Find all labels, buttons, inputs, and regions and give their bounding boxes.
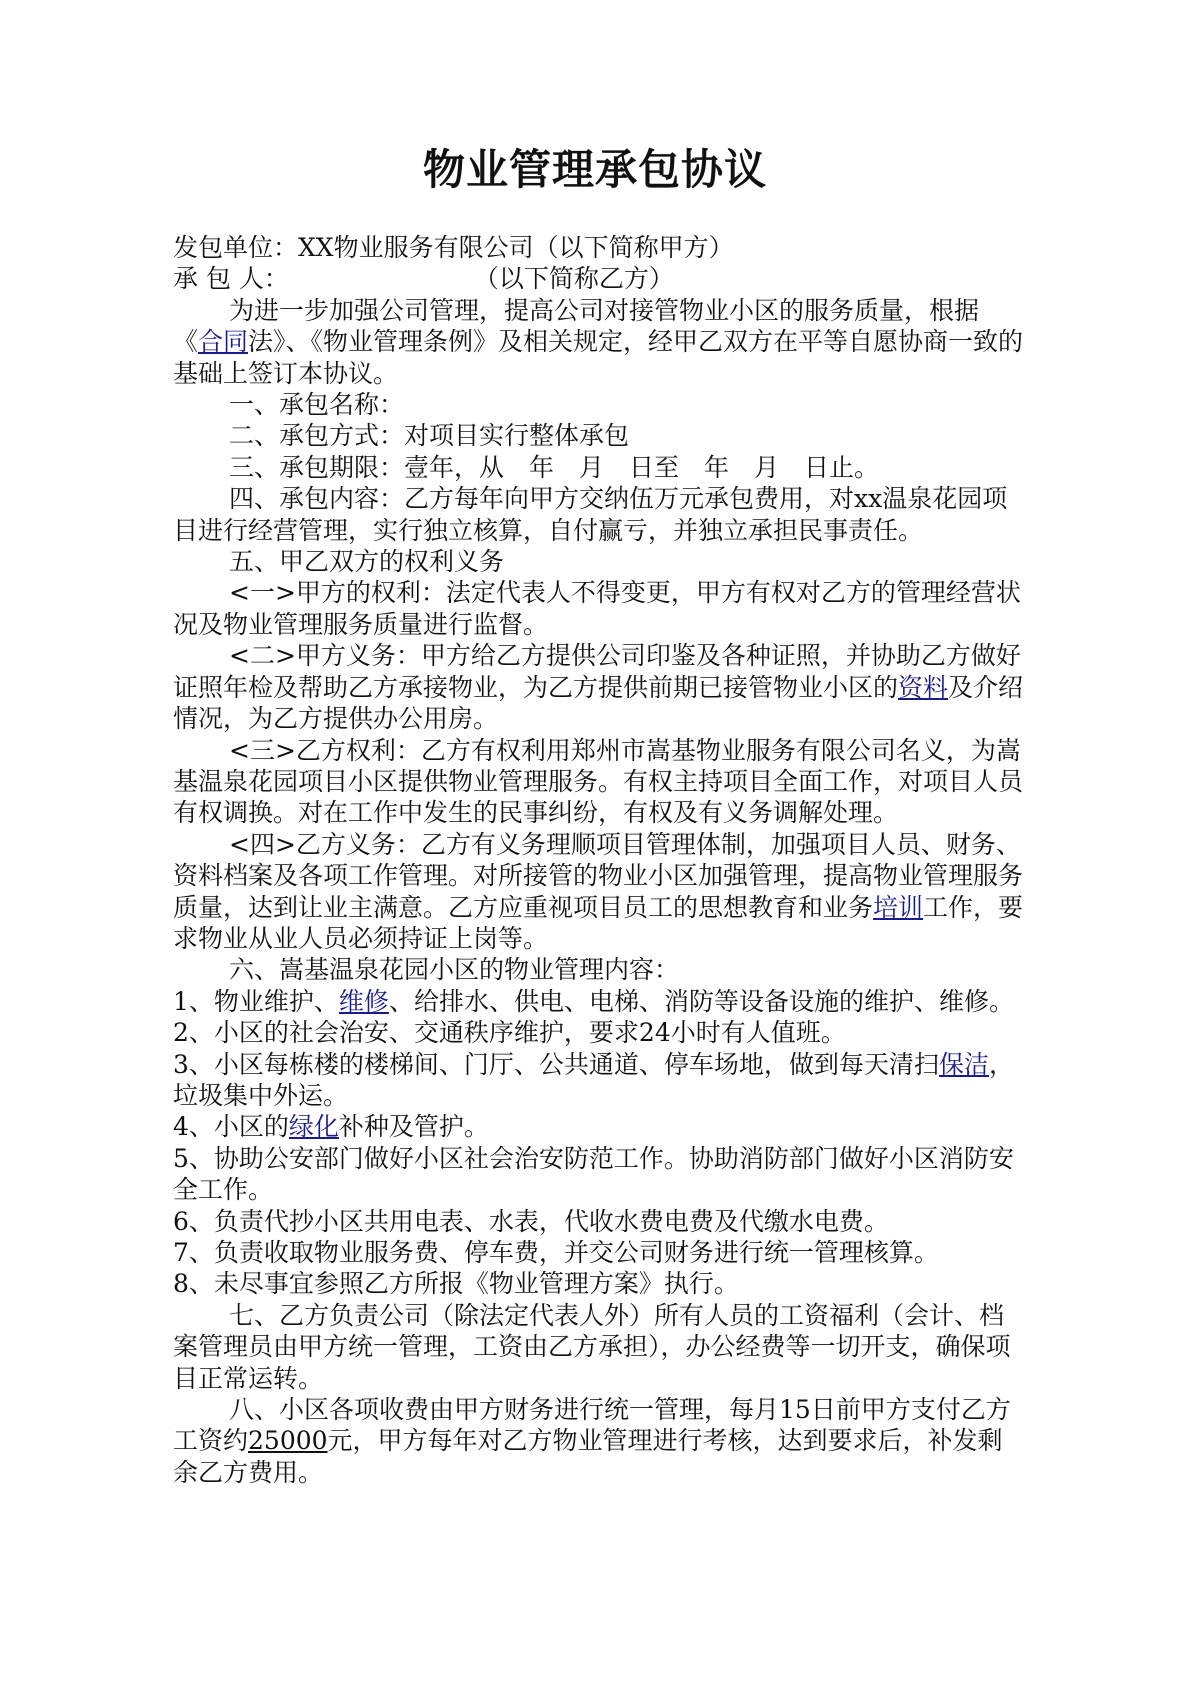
clause-1: 一、承包名称： [229, 390, 405, 420]
content-4-text-a: 4、小区的 [173, 1112, 289, 1142]
content-item-7: 7、负责收取物业服务费、停车费，并交公司财务进行统一管理核算。 [173, 1238, 939, 1267]
duty-b-text-1: <四>乙方义务：乙方有义务理顺项目管理体制，加强项目人员、财务、资料档案及各项工作管理。对所接管的物业小区加强管理，提高物业管理服务质量，达到让业主满意。乙方应重视项目员工的思想教育和业务 [173, 829, 1024, 922]
content-item-2: 2、小区的社会治安、交通秩序维护，要求24小时有人值班。 [173, 1018, 846, 1048]
cleaning-link[interactable]: 保洁 [938, 1049, 989, 1079]
party-b-label: 承 包 人： [173, 264, 289, 294]
duty-a-text-1: <二>甲方义务：甲方给乙方提供公司印鉴及各种证照，并协助乙方做好证照年检及帮助乙方承接物业，为乙方提供前期已接管物业小区的 [173, 641, 1021, 702]
repair-link[interactable]: 维修 [338, 986, 389, 1016]
content-1-text-b: 、给排水、供电、电梯、消防等设备设施的维护、维修。 [388, 986, 1014, 1016]
clause-8 [173, 1394, 1025, 1488]
duty-a-text-2: 及介绍情况，为乙方提供办公用房。 [173, 672, 1024, 734]
party-b-line [173, 263, 1025, 294]
party-b-note: （以下简称乙方） [473, 264, 674, 294]
clause-5: 五、甲乙双方的权利义务 [229, 547, 505, 577]
content-item-5: 5、协助公安部门做好小区社会治安防范工作。协助消防部门做好小区消防安全工作。 [173, 1143, 1014, 1205]
clause-8-text-a: 八、小区各项收费由甲方财务进行统一管理，每月15日前甲方支付乙方工资约 [173, 1395, 1011, 1456]
content-1-text-a: 1、物业维护、 [173, 986, 339, 1016]
contract-link[interactable]: 合同 [198, 327, 249, 357]
clause-6: 六、嵩基温泉花园小区的物业管理内容： [229, 955, 680, 985]
party-a-line: 发包单位：XX物业服务有限公司（以下简称甲方） [173, 233, 734, 262]
salary-amount: 25000 [248, 1426, 328, 1456]
content-3-text-b: ，垃圾集中外运。 [173, 1049, 1014, 1110]
clause-8-text-b: 元，甲方每年对乙方物业管理进行考核，达到要求后，补发剩余乙方费用。 [173, 1426, 1003, 1487]
document-body [173, 232, 1025, 1488]
intro-text-2: 法》、《物业管理条例》及相关规定，经甲乙双方在平等自愿协商一致的基础上签订本协议。 [173, 327, 1024, 388]
clause-3: 三、承包期限：壹年，从 年 月 日至 年 月 日止。 [229, 452, 880, 482]
party-b-duties [173, 829, 1025, 955]
content-item-6: 6、负责代抄小区共用电表、水表，代收水费电费及代缴水电费。 [173, 1206, 889, 1236]
content-item-8: 8、未尽事宜参照乙方所报《物业管理方案》执行。 [173, 1269, 739, 1299]
training-link[interactable]: 培训 [873, 892, 924, 922]
content-item-4 [173, 1111, 1025, 1142]
intro-text-1: 为进一步加强公司管理，提高公司对接管物业小区的服务质量，根据《 [173, 295, 980, 357]
content-3-text-a: 3、小区每栋楼的楼梯间、门厅、公共通道、停车场地，做到每天清扫 [173, 1049, 939, 1079]
clause-2: 二、承包方式：对项目实行整体承包 [229, 421, 630, 451]
duty-b-text-2: 工作，要求物业从业人员必须持证上岗等。 [173, 892, 1024, 953]
party-a-duties [173, 640, 1025, 734]
greening-link[interactable]: 绿化 [288, 1112, 339, 1142]
content-item-1 [173, 986, 1025, 1017]
intro-paragraph [173, 295, 1025, 389]
content-4-text-b: 补种及管护。 [338, 1112, 489, 1142]
document-title: 物业管理承包协议 [422, 145, 767, 194]
clause-7: 七、乙方负责公司（除法定代表人外）所有人员的工资福利（会计、档案管理员由甲方统一管理，工资由乙方承担），办公经费等一切开支，确保项目正常运转。 [173, 1300, 1011, 1393]
materials-link[interactable]: 资料 [898, 672, 949, 702]
party-a-rights: <一>甲方的权利：法定代表人不得变更，甲方有权对乙方的管理经营状况及物业管理服务质量进行监督。 [173, 578, 1021, 639]
clause-4: 四、承包内容：乙方每年向甲方交纳伍万元承包费用，对xx温泉花园项目进行经营管理，实行独立核算，自付赢亏，并独立承担民事责任。 [173, 484, 1008, 545]
party-b-rights: <三>乙方权利：乙方有权利用郑州市嵩基物业服务有限公司名义，为嵩基温泉花园项目小区提供物业管理服务。有权主持项目全面工作，对项目人员有权调换。对在工作中发生的民事纠纷，有权及有义务调解处理。 [173, 735, 1024, 828]
content-item-3 [173, 1049, 1025, 1112]
